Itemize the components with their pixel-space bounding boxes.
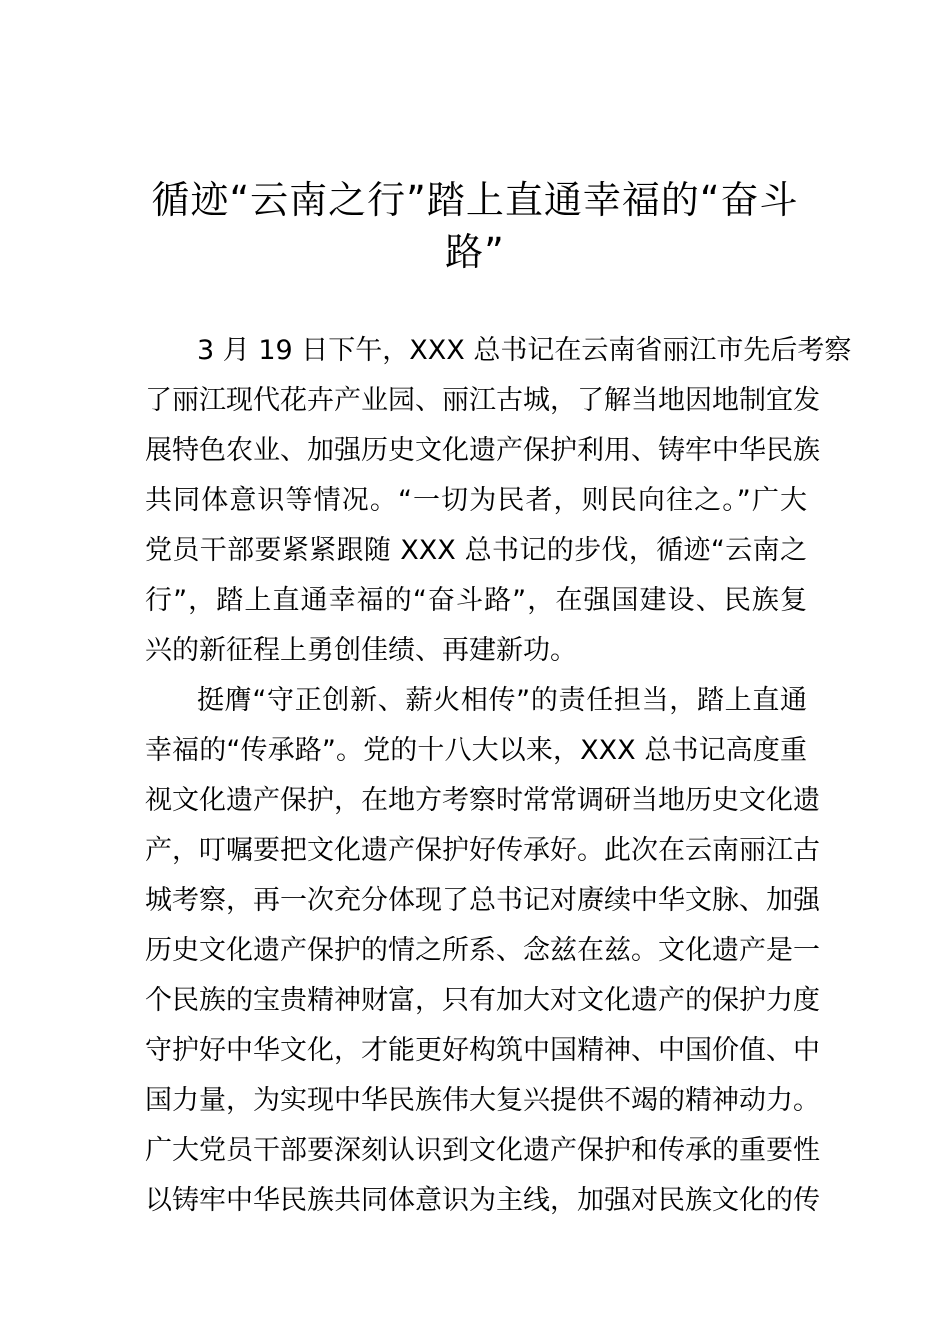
document-title bbox=[145, 174, 805, 278]
paragraph-2 bbox=[145, 676, 820, 1226]
paragraph-line: 兴的新征程上勇创佳绩、再建新功。 bbox=[145, 635, 577, 666]
paragraph-line: 产，叮嘱要把文化遗产保护好传承好。此次在云南丽江古 bbox=[145, 835, 820, 866]
paragraph-line: 共同体意识等情况。“一切为民者，则民向往之。”广大 bbox=[145, 485, 807, 516]
paragraph-line: 视文化遗产保护，在地方考察时常常调研当地历史文化遗 bbox=[145, 785, 820, 816]
title-line: 路” bbox=[445, 230, 505, 274]
paragraph-line: 历史文化遗产保护的情之所系、念兹在兹。文化遗产是一 bbox=[145, 935, 820, 966]
paragraph-line: 幸福的“传承路”。党的十八大以来，XXX 总书记高度重 bbox=[145, 735, 807, 766]
paragraph-line: 行”，踏上直通幸福的“奋斗路”，在强国建设、民族复 bbox=[145, 585, 807, 616]
paragraph-line: 广大党员干部要深刻认识到文化遗产保护和传承的重要性 bbox=[145, 1135, 820, 1166]
document-body bbox=[145, 326, 852, 1226]
paragraph-line: 个民族的宝贵精神财富，只有加大对文化遗产的保护力度 bbox=[145, 985, 820, 1016]
paragraph-line: 展特色农业、加强历史文化遗产保护利用、铸牢中华民族 bbox=[145, 435, 820, 466]
paragraph-line: 城考察，再一次充分体现了总书记对赓续中华文脉、加强 bbox=[145, 885, 820, 916]
paragraph-line: 了丽江现代花卉产业园、丽江古城，了解当地因地制宜发 bbox=[145, 385, 820, 416]
title-line: 循迹“云南之行”踏上直通幸福的“奋斗 bbox=[151, 178, 799, 222]
paragraph-line: 党员干部要紧紧跟随 XXX 总书记的步伐，循迹“云南之 bbox=[145, 535, 807, 566]
paragraph-line: 守护好中华文化，才能更好构筑中国精神、中国价值、中 bbox=[145, 1035, 820, 1066]
paragraph-line: 挺膺“守正创新、薪火相传”的责任担当，踏上直通 bbox=[197, 685, 807, 716]
paragraph-line: 国力量，为实现中华民族伟大复兴提供不竭的精神动力。 bbox=[145, 1085, 820, 1116]
paragraph-line: 以铸牢中华民族共同体意识为主线，加强对民族文化的传 bbox=[145, 1185, 820, 1216]
paragraph-1 bbox=[145, 326, 852, 676]
paragraph-line: 3 月 19 日下午，XXX 总书记在云南省丽江市先后考察 bbox=[197, 335, 852, 366]
